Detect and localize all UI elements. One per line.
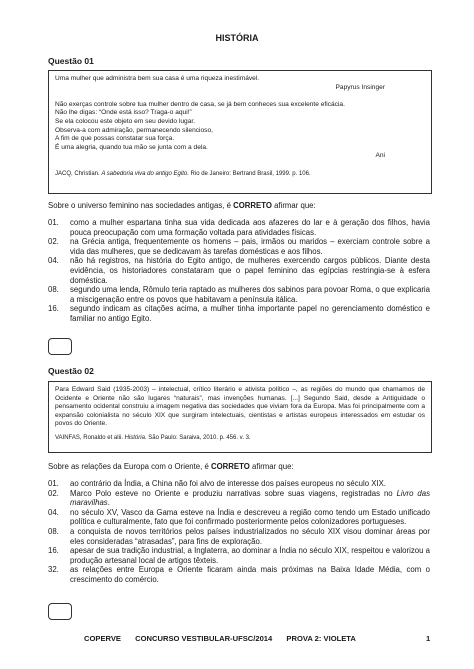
- option-item: [48, 546, 432, 565]
- footer-test: PROVA 2: VIOLETA: [286, 634, 356, 643]
- question-02-answer-box[interactable]: [48, 603, 72, 620]
- option-number: 32.: [48, 565, 59, 575]
- prompt-text: Sobre o universo feminino nas sociedades antigas, é: [48, 201, 234, 210]
- option-item: [48, 218, 432, 237]
- quote-line: Não exerças controle sobre tua mulher dentro de casa, se já bem conheces sua excelente eficácia.: [55, 100, 345, 108]
- option-text: segundo uma lenda, Rômulo teria raptado as mulheres dos sabinos para povoar Roma, o que explicaria a miscigenação entre os povos que habitavam a península itálica.: [70, 285, 430, 304]
- option-text: no século XV, Vasco da Gama esteve na Índia e descreveu a região como tendo um Estado unificado política e culturalmente, fato que foi confirmado posteriormente pelos colonizadores portugueses.: [70, 507, 430, 527]
- option-number: 08.: [48, 285, 59, 295]
- option-text: [70, 489, 430, 508]
- question-02-prompt: [48, 462, 294, 471]
- quote-line: Uma mulher que administra bem sua casa é uma riqueza inestimável.: [55, 75, 260, 82]
- quote-line: A fim de que possas constatar sua força.: [55, 135, 175, 143]
- citation-author: VAINFAS, Ronaldo et alii.: [55, 434, 125, 441]
- quote-attribution: Papyrus Insinger: [335, 83, 385, 91]
- citation-author: JACQ, Christian.: [55, 170, 102, 177]
- option-item: [48, 565, 432, 584]
- question-01-answer-box[interactable]: [48, 338, 72, 355]
- option-text: na Grécia antiga, frequentemente os homens – pais, irmãos ou maridos – exerciam controle sobre a vida das mulheres, que se dedicavam às tarefas domésticas e aos filhos.: [70, 237, 430, 256]
- option-number: 01.: [48, 479, 59, 488]
- question-02-heading: Questão 02: [48, 366, 94, 376]
- option-number: 08.: [48, 526, 59, 536]
- source-excerpt: Para Edward Said (1935-2003) – intelectual, crítico literário e ativista político –, as regiões do mundo que chamamos de Ocidente e Oriente não são lugares “naturais”, mas invenções humanas. [...] Segundo Said, desde a Antiguidade o pensamento ocidental construiu a imagem negativa das sociedades que viviam fora da Europa. Mas foi principalmente com a expansão colonialista no século XIX que surgiram intelectuais, cientistas e artistas europeus interessados em estudar os povos do Oriente.: [55, 386, 425, 428]
- question-02-options: [48, 479, 432, 585]
- option-item: [48, 285, 432, 304]
- page-number: 1: [426, 634, 431, 643]
- quote-attribution: Ani: [375, 152, 385, 160]
- prompt-emphasis: CORRETO: [210, 462, 250, 471]
- option-item: [48, 527, 432, 546]
- option-item: [48, 256, 432, 285]
- question-02-source-box: [48, 381, 432, 453]
- option-text: a conquista de novos territórios pelos países industrializados no século XIX visou dominar áreas por eles consideradas “atrasadas”, para fins de exploração.: [70, 526, 430, 546]
- option-text: como a mulher espartana tinha sua vida dedicada aos afazeres do lar e à geração dos filhos, havia pouca preocupação com uma formação voltada para atividades físicas.: [70, 218, 430, 237]
- quote-line: Se ela colocou este objeto em seu devido lugar.: [55, 117, 196, 125]
- option-item: [48, 304, 432, 323]
- option-item: [48, 237, 432, 256]
- option-text: ao contrário da Índia, a China não foi alvo de interesse dos países europeus no século XIX.: [70, 479, 386, 488]
- citation-title: A sabedoria viva do antigo Egito.: [101, 170, 189, 177]
- citation-details: São Paulo: Saraiva, 2010. p. 456. v. 3.: [146, 434, 251, 441]
- option-item: [48, 508, 432, 527]
- option-number: 04.: [48, 256, 59, 266]
- option-text: não há registros, na história do Egito antigo, de mulheres exercendo cargos públicos. Diante desta evidência, os historiadores constataram que o papel feminino das egípcias restringia-se à esfera doméstica.: [70, 256, 430, 285]
- option-item: [48, 489, 432, 508]
- option-number: 04.: [48, 507, 59, 517]
- option-item: [48, 479, 432, 489]
- page-footer: [84, 634, 368, 643]
- question-01-options: [48, 218, 432, 324]
- option-text-part: Marco Polo esteve no Oriente e produziu narrativas sobre suas viagens, registradas no: [70, 488, 397, 498]
- prompt-emphasis: CORRETO: [233, 201, 272, 210]
- book-title: Livro das maravilhas: [70, 488, 430, 508]
- quote-line: Observa-a com admiração, permanecendo silencioso,: [55, 126, 213, 134]
- page-title: HISTÓRIA: [215, 33, 259, 43]
- prompt-text: Sobre as relações da Europa com o Oriente, é: [48, 462, 211, 471]
- question-01-source-box: [48, 70, 432, 194]
- option-text-part: .: [107, 498, 110, 508]
- option-number: 02.: [48, 488, 59, 498]
- source-citation: [55, 434, 425, 443]
- option-text: as relações entre Europa e Oriente ficaram ainda mais próximas na Baixa Idade Média, com o crescimento do comércio.: [70, 565, 430, 584]
- question-01-prompt: [48, 201, 316, 210]
- prompt-text: afirmar que:: [271, 201, 316, 210]
- option-number: 16.: [48, 546, 59, 556]
- citation-details: Rio de Janeiro: Bertrand Brasil, 1999. p. 106.: [188, 170, 311, 177]
- source-citation: [55, 170, 425, 179]
- question-01-heading: Questão 01: [48, 56, 94, 66]
- option-number: 16.: [48, 304, 59, 314]
- footer-org: COPERVE: [84, 634, 121, 643]
- quote-line: É uma alegria, quando tua mão se junta com a dela.: [55, 143, 208, 151]
- prompt-text: afirmar que:: [249, 462, 294, 471]
- footer-exam: CONCURSO VESTIBULAR-UFSC/2014: [135, 634, 273, 643]
- option-text: segundo indicam as citações acima, a mulher tinha importante papel no gerenciamento doméstico e familiar no antigo Egito.: [70, 304, 430, 323]
- option-text: apesar de sua tradição industrial, a Inglaterra, ao dominar a Índia no século XIX, respeitou e valorizou a produção artesanal local de artigos têxteis.: [70, 546, 430, 565]
- quote-line: Não lhe digas: “Onde está isso? Traga-o aqui!”: [55, 109, 192, 117]
- citation-title: História.: [124, 434, 147, 441]
- option-number: 01.: [48, 218, 59, 227]
- option-number: 02.: [48, 237, 59, 247]
